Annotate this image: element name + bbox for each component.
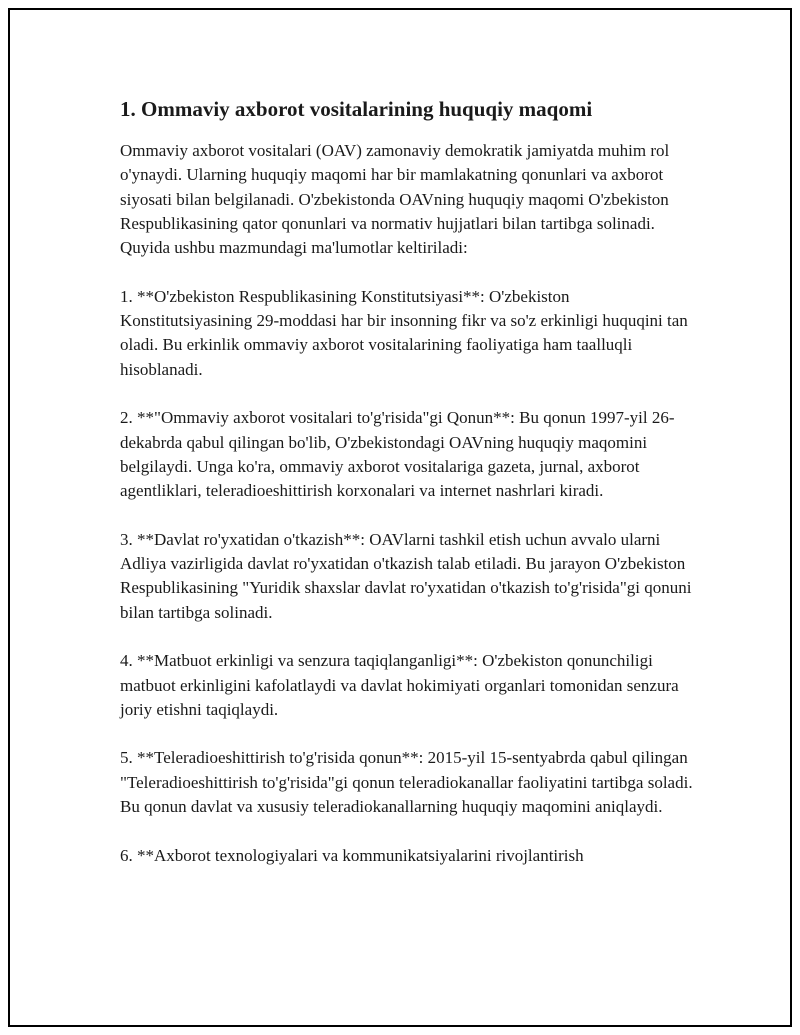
list-item-state-registration: 3. **Davlat ro'yxatidan o'tkazish**: OAVlarni tashkil etish uchun avvalo ularni Adliya vazirligida davlat ro'yxatidan o'tkazish talab etiladi. Bu jarayon O'zbekiston Respublikasining "Yuridik shaxslar davlat ro'yxatidan o'tkazish to'g'risida"gi qonuni bilan tartibga solinadi. — [120, 529, 692, 622]
list-item-press-freedom: 4. **Matbuot erkinligi va senzura taqiqlanganligi**: O'zbekiston qonunchiligi matbuot erkinligini kafolatlaydi va davlat hokimiyati organlari tomonidan senzura joriy etishni taqiqlaydi. — [120, 651, 679, 719]
list-item-it-development: 6. **Axborot texnologiyalari va kommunikatsiyalarini rivojlantirish — [120, 845, 584, 865]
document-body — [120, 96, 700, 868]
list-item-constitution: 1. **O'zbekiston Respublikasining Konstitutsiyasi**: O'zbekiston Konstitutsiyasining 29-moddasi har bir insonning fikr va so'z erkinligi huquqini tan oladi. Bu erkinlik ommaviy axborot vositalarining faoliyatiga ham taalluqli hisoblanadi. — [120, 286, 688, 379]
intro-paragraph: Ommaviy axborot vositalari (OAV) zamonaviy demokratik jamiyatda muhim rol o'ynaydi. Ularning huquqiy maqomi har bir mamlakatning qonunlari va axborot siyosati bilan belgilanadi. O'zbekistonda OAVning huquqiy maqomi O'zbekiston Respublikasining qator qonunlari va normativ hujjatlari bilan tartibga solinadi. Quyida ushbu mazmundagi ma'lumotlar keltiriladi: — [120, 141, 670, 258]
section-heading: 1. Ommaviy axborot vositalarining huquqiy maqomi — [120, 97, 593, 121]
list-item-media-law: 2. **"Ommaviy axborot vositalari to'g'risida"gi Qonun**: Bu qonun 1997-yil 26-dekabrda qabul qilingan bo'lib, O'zbekistondagi OAVning huquqiy maqomini belgilaydi. Unga ko'ra, ommaviy axborot vositalariga gazeta, jurnal, axborot agentliklari, teleradioeshittirish korxonalari va internet nashrlari kiradi. — [120, 408, 675, 501]
page-frame — [8, 8, 792, 1027]
list-item-broadcasting-law: 5. **Teleradioeshittirish to'g'risida qonun**: 2015-yil 15-sentyabrda qabul qilingan "Teleradioeshittirish to'g'risida"gi qonun teleradiokanallar faoliyatini tartibga soladi. Bu qonun davlat va xususiy teleradiokanallarning huquqiy maqomini aniqlaydi. — [120, 748, 693, 817]
